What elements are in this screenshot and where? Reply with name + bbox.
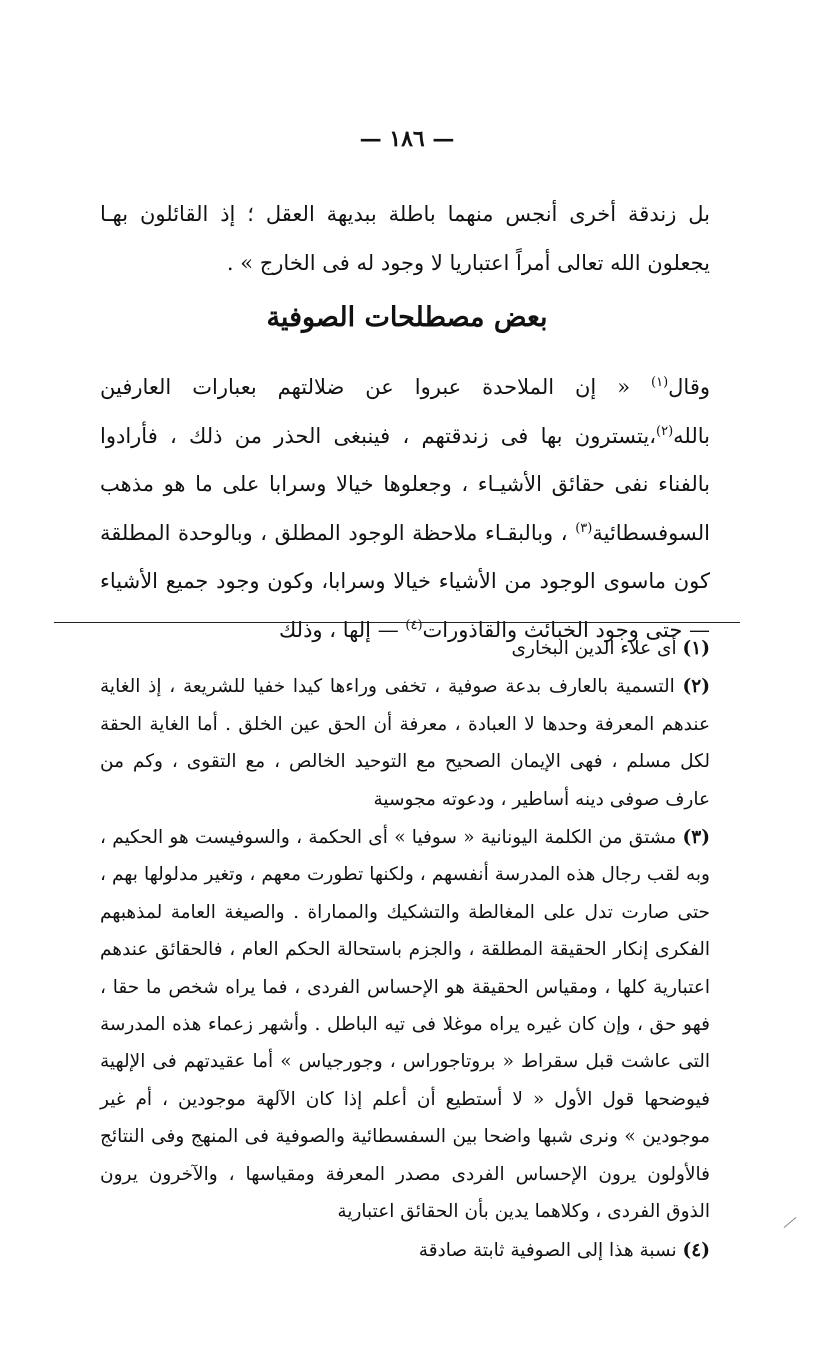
- footnote-number: (٢): [682, 676, 710, 698]
- footnote-ref-2: (٢): [655, 423, 674, 439]
- footnote-divider: [54, 622, 740, 623]
- footnote-ref-3: (٣): [575, 520, 593, 536]
- paragraph-part-4: — إلها ، وذلك: [278, 617, 406, 642]
- scan-artifact-mark: [784, 1217, 797, 1228]
- footnote-text: مشتق من الكلمة اليونانية « سوفيا » أى الحكمة ، والسوفيست هو الحكيم ، وبه لقب رجال هذه المدرسة أنفسهم ، ولكنها تطورت معهم ، وتغير مدلولها بهم ، حتى صارت تدل على المغالطة والتشكيك والمماراة . والصيغة العامة لمذهبهم الفكرى إنكار الحقيقة المطلقة ، والجزم باستحالة الحكم العام ، فالحقائق عندهم اعتبارية كلها ، ومقياس الحقيقة هو الإحساس الفردى ، فما يراه شخص ما حقا ، فهو حق ، وإن كان غيره يراه موغلا فى تيه الباطل . وأشهر زعماء هذه المدرسة التى عاشت قبل سقراط « بروتاجوراس ، وجورجياس » أما عقيدتهم فى الإلهية فيوضحها قول الأول « لا أستطيع أن أعلم إذا كان الآلهة موجودين ، أم غير موجودين » ونرى شبها واضحا بين السفسطائية والصوفية فى المنهج وفى النتائج فالأولون يرون الإحساس الفردى مصدر المعرفة ومقياسها ، والآخرون يرون الذوق الفردى ، وكلاهما يدين بأن الحقائق اعتبارية: [100, 827, 710, 1223]
- footnote-ref-4: (٤): [405, 617, 423, 633]
- footnote-1: [100, 630, 710, 667]
- footnotes-section: [100, 630, 710, 1269]
- paragraph-part-3: ، وبالبقـاء ملاحظة الوجود المطلق ، وبالوحدة المطلقة كون ماسوى الوجود من الأشياء خيالا وسرابا، وكون وجود جميع الأشياء — حتى وجود الخبائث والقاذورات: [100, 520, 710, 642]
- page-number: — ١٨٦ —: [359, 126, 455, 152]
- paragraph-part-2: ،يتسترون بها فى زندقتهم ، فينبغى الحذر من ذلك ، فأرادوا بالفناء نفى حقائق الأشيـاء ، وجعلوها خيالا وسرابا على ما هو مذهب السوفسطائية: [100, 423, 710, 545]
- footnote-4: [100, 1232, 710, 1269]
- footnote-text: التسمية بالعارف بدعة صوفية ، تخفى وراءها كيدا خفيا للشريعة ، إذ الغاية عندهم المعرفة وحدها لا العبادة ، معرفة أن الحق عين الخلق . أما الغاية الحقة لكل مسلم ، فهى الإيمان الصحيح مع التوحيد الخالص ، مع التقوى ، وكم من عارف صوفى دينه أساطير ، ودعوته مجوسية: [100, 676, 710, 810]
- footnote-number: (٣): [682, 827, 710, 849]
- footnote-number: (٤): [682, 1239, 710, 1261]
- continuation-block: [100, 190, 710, 288]
- continuation-paragraph: بل زندقة أخرى أنجس منهما باطلة ببديهة العقل ؛ إذ القائلون بهـا يجعلون الله تعالى أمراً اعتباريا لا وجود له فى الخارج » .: [100, 202, 710, 275]
- footnote-number: (١): [682, 638, 710, 659]
- footnote-ref-1: (١): [651, 375, 669, 390]
- footnote-3: [100, 819, 710, 1230]
- paragraph-lead: وقال: [668, 375, 710, 399]
- section-title: بعض مصطلحات الصوفية: [266, 302, 548, 333]
- footnote-text: نسبة هذا إلى الصوفية ثابتة صادقة: [418, 1239, 683, 1261]
- footnote-text: أى علاء الدين البخارى: [511, 638, 683, 659]
- main-paragraph: [100, 363, 710, 654]
- footnote-2: [100, 668, 710, 818]
- paragraph-part-1: « إن الملاحدة عبروا عن ضلالتهم بعبارات العارفين بالله: [100, 375, 710, 448]
